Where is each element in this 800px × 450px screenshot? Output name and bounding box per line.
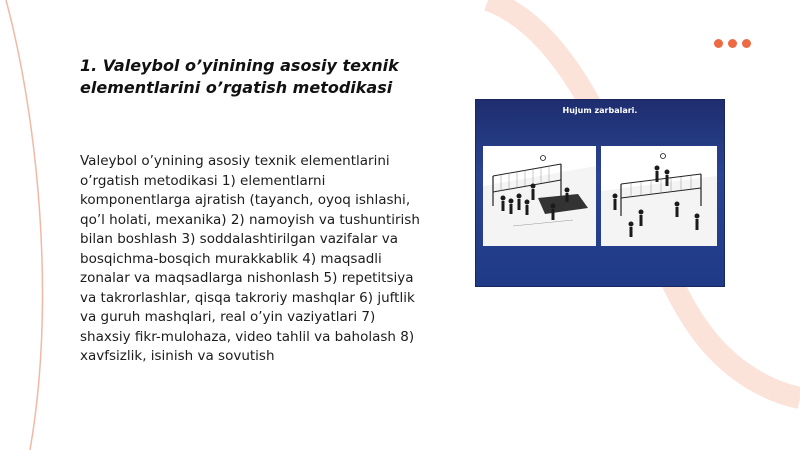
- dot-icon: [714, 39, 723, 48]
- volleyball-figure: [476, 100, 724, 286]
- decorative-arc-left: [6, 0, 42, 450]
- spike-drill-illustration: [483, 146, 596, 246]
- figure-panel-right: [601, 146, 717, 246]
- slide-menu-dots: [714, 39, 751, 48]
- slide-title: 1. Valeybol o’yinining asosiy texnik elementlarini o’rgatish metodikasi: [80, 56, 399, 97]
- figure-panel-left: [483, 146, 596, 246]
- dot-icon: [742, 39, 751, 48]
- slide-body-text: Valeybol o’ynining asosiy texnik elementlarini o’rgatish metodikasi 1) elementlarni komponentlarga ajratish (tayanch, oyoq ishlashi, qo’l holati, mexanika) 2) namoyish va tushuntirish bilan boshlash 3) soddalashtirilgan vazifalar va bosqichma-bosqich murakkablik 4) maqsadli zonalar va maqsadlarga nishonlash 5) repetitsiya va takrorlashlar, qisqa takroriy mashqlar 6) juftlik va guruh mashqlari, real o’yin vaziyatlari 7) shaxsiy fikr-mulohaza, video tahlil va baholash 8) xavfsizlik, isinish va sovutish: [80, 153, 420, 364]
- dot-icon: [728, 39, 737, 48]
- figure-caption: Hujum zarbalari.: [562, 106, 638, 115]
- block-drill-illustration: [601, 146, 717, 246]
